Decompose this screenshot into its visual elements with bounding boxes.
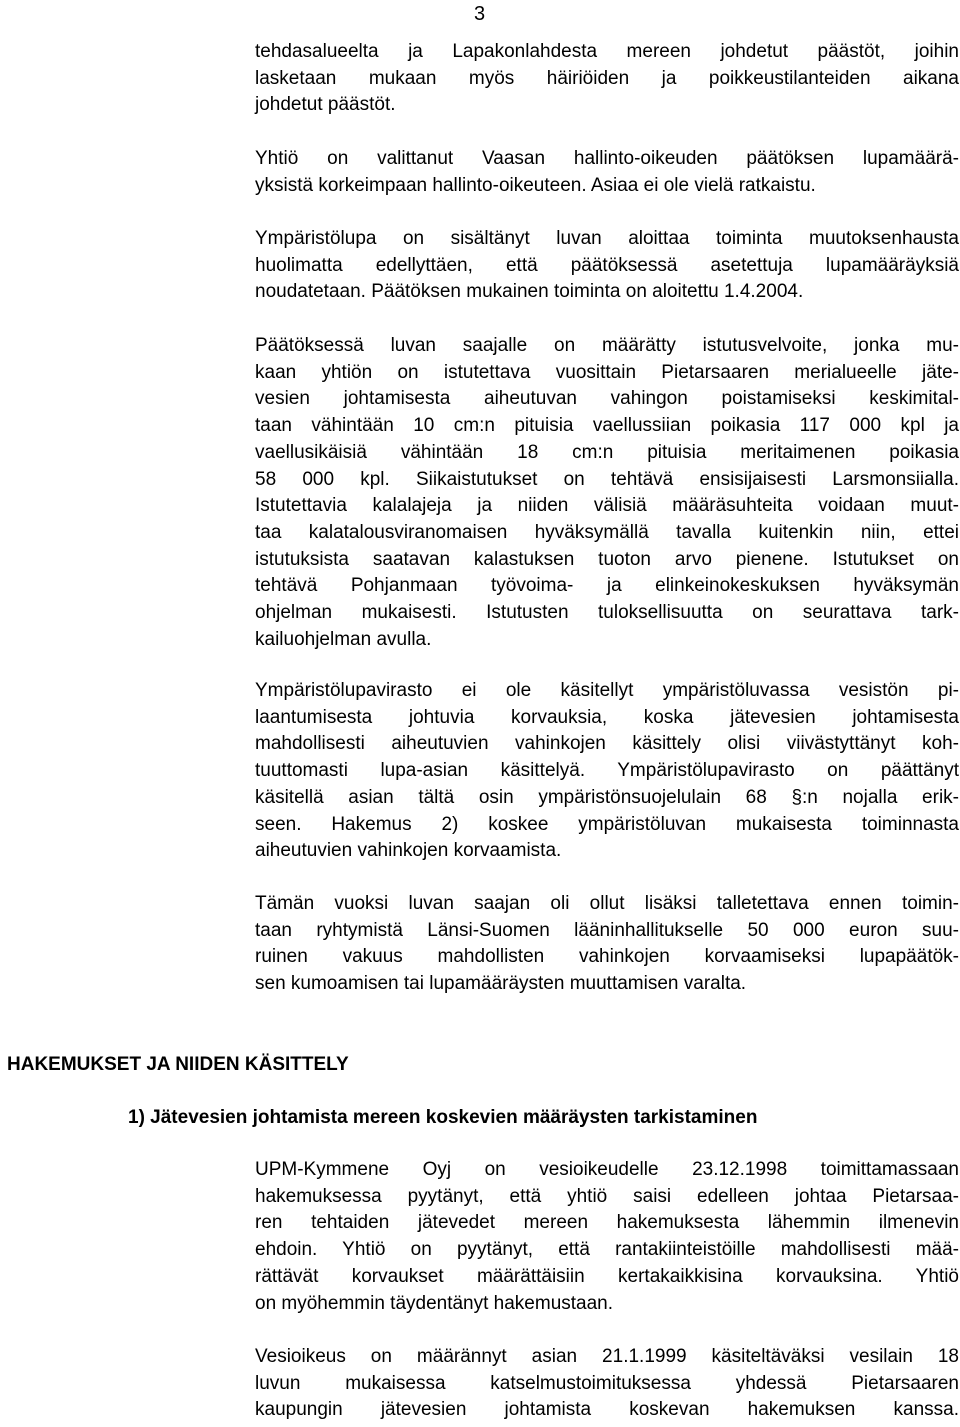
text-line: Ympäristölupavirasto ei ole käsitellyt ympäristöluvassa vesistön pi- <box>255 680 959 701</box>
text-line: on myöhemmin täydentänyt hakemustaan. <box>255 1292 614 1314</box>
text-line: yksistä korkeimpaan hallinto-oikeuteen. Asiaa ei ole vielä ratkaistu. <box>255 174 816 196</box>
paragraph-appeal <box>255 146 959 199</box>
text-line: lasketaan mukaan myös häiriöiden ja poikkeustilanteiden aikana <box>255 67 959 89</box>
text-line: kaupungin jätevesien johtamista koskevan hakemuksen kanssa. <box>255 1399 959 1421</box>
text-line: laantumisesta johtuvia korvauksia, koska jätevesien johtamisesta <box>255 706 959 728</box>
text-line: ohjelman mukaisesti. Istutusten tuloksellisuutta on seurattava tark- <box>255 602 959 624</box>
paragraph-permit-start <box>255 226 959 306</box>
text-line: seen. Hakemus 2) koskee ympäristöluvan mukaisesta toiminnasta <box>255 813 959 835</box>
text-line: huolimatta edellyttäen, että päätöksessä asetettuja lupamääräyksiä <box>255 254 959 276</box>
text-line: käsitellä asian tältä osin ympäristönsuojelulain 68 §:n nojalla erik- <box>255 786 959 808</box>
text-line: istutuksista saatavan kalastuksen tuoton arvo pienene. Istutukset on <box>255 548 959 570</box>
text-line: rättävät korvaukset määrättäisiin kertakaikkisina korvauksina. Yhtiö <box>255 1265 959 1287</box>
text-line: kaan yhtiön on istutettava vuosittain Pietarsaaren merialueelle jäte- <box>255 361 959 383</box>
text-line: tehtävä Pohjanmaan työvoima- ja elinkeinokeskuksen hyväksymän <box>255 575 959 597</box>
text-line: ruinen vakuus mahdollisten vahinkojen korvaamiseksi lupapäätök- <box>255 946 959 968</box>
text-line: Ympäristölupa on sisältänyt luvan aloittaa toiminta muutoksenhausta <box>255 228 959 249</box>
text-line: taa kalatalousviranomaisen hyväksymällä tavalla kuitenkin niin, ettei <box>255 521 959 543</box>
text-line: UPM-Kymmene Oyj on vesioikeudelle 23.12.1998 toimittamassaan <box>255 1159 959 1180</box>
text-line: tuuttomasti lupa-asian käsittelyä. Ympäristölupavirasto on päättänyt <box>255 760 959 782</box>
paragraph-security-deposit <box>255 891 959 998</box>
text-line: taan vähintään 10 cm:n pituisia vaellussiian poikasia 117 000 kpl ja <box>255 415 959 437</box>
page-number: 3 <box>474 3 486 25</box>
text-line: vesien johtamisesta aiheutuvan vahingon poistamiseksi keskimital- <box>255 388 959 410</box>
text-line: tehdasalueelta ja Lapakonlahdesta mereen johdetut päästöt, joihin <box>255 41 959 62</box>
text-line: 58 000 kpl. Siikaistutukset on tehtävä ensisijaisesti Larsmonsiialla. <box>255 468 959 490</box>
text-line: ehdoin. Yhtiö on pyytänyt, että rantakiinteistöille mahdollisesti mää- <box>255 1239 959 1261</box>
text-line: taan ryhtymistä Länsi-Suomen lääninhallitukselle 50 000 euron suu- <box>255 919 959 941</box>
text-line: mahdollisesti aiheutuvien vahinkojen käsittely olisi viivästyttänyt koh- <box>255 733 959 755</box>
text-line: Yhtiö on valittanut Vaasan hallinto-oikeuden päätöksen lupamäärä- <box>255 148 959 169</box>
text-line: hakemuksessa pyytänyt, että yhtiö saisi edelleen johtaa Pietarsaa- <box>255 1185 959 1207</box>
paragraph-compensation <box>255 678 959 865</box>
text-line: kailuohjelman avulla. <box>255 628 432 650</box>
text-line: vaellusikäisiä vähintään 18 cm:n pituisia meritaimenen poikasia <box>255 441 959 463</box>
text-line: aiheutuvien vahinkojen korvaamista. <box>255 840 562 862</box>
text-line: Tämän vuoksi luvan saajan oli ollut lisäksi talletettava ennen toimin- <box>255 893 959 914</box>
subsection-heading: 1) Jätevesien johtamista mereen koskevien määräysten tarkistaminen <box>128 1107 758 1128</box>
section-heading: HAKEMUKSET JA NIIDEN KÄSITTELY <box>7 1054 349 1075</box>
paragraph-water-court <box>255 1344 959 1424</box>
text-line: luvun mukaisessa katselmustoimituksessa yhdessä Pietarsaaren <box>255 1372 959 1394</box>
text-line: Vesioikeus on määrännyt asian 21.1.1999 käsiteltäväksi vesilain 18 <box>255 1346 959 1367</box>
text-line: Istutettavia kalalajeja ja niiden välisiä määräsuhteita voidaan muut- <box>255 495 959 517</box>
text-line: ren tehtaiden jätevedet mereen hakemuksesta lähemmin ilmenevin <box>255 1212 959 1234</box>
text-line: johdetut päästöt. <box>255 94 396 116</box>
paragraph-discharges <box>255 39 959 119</box>
text-line: sen kumoamisen tai lupamääräysten muuttamisen varalta. <box>255 973 747 995</box>
paragraph-stocking-obligation <box>255 333 959 653</box>
text-line: noudatetaan. Päätöksen mukainen toiminta on aloitettu 1.4.2004. <box>255 281 804 303</box>
text-line: Päätöksessä luvan saajalle on määrätty istutusvelvoite, jonka mu- <box>255 335 959 356</box>
paragraph-application <box>255 1157 959 1317</box>
